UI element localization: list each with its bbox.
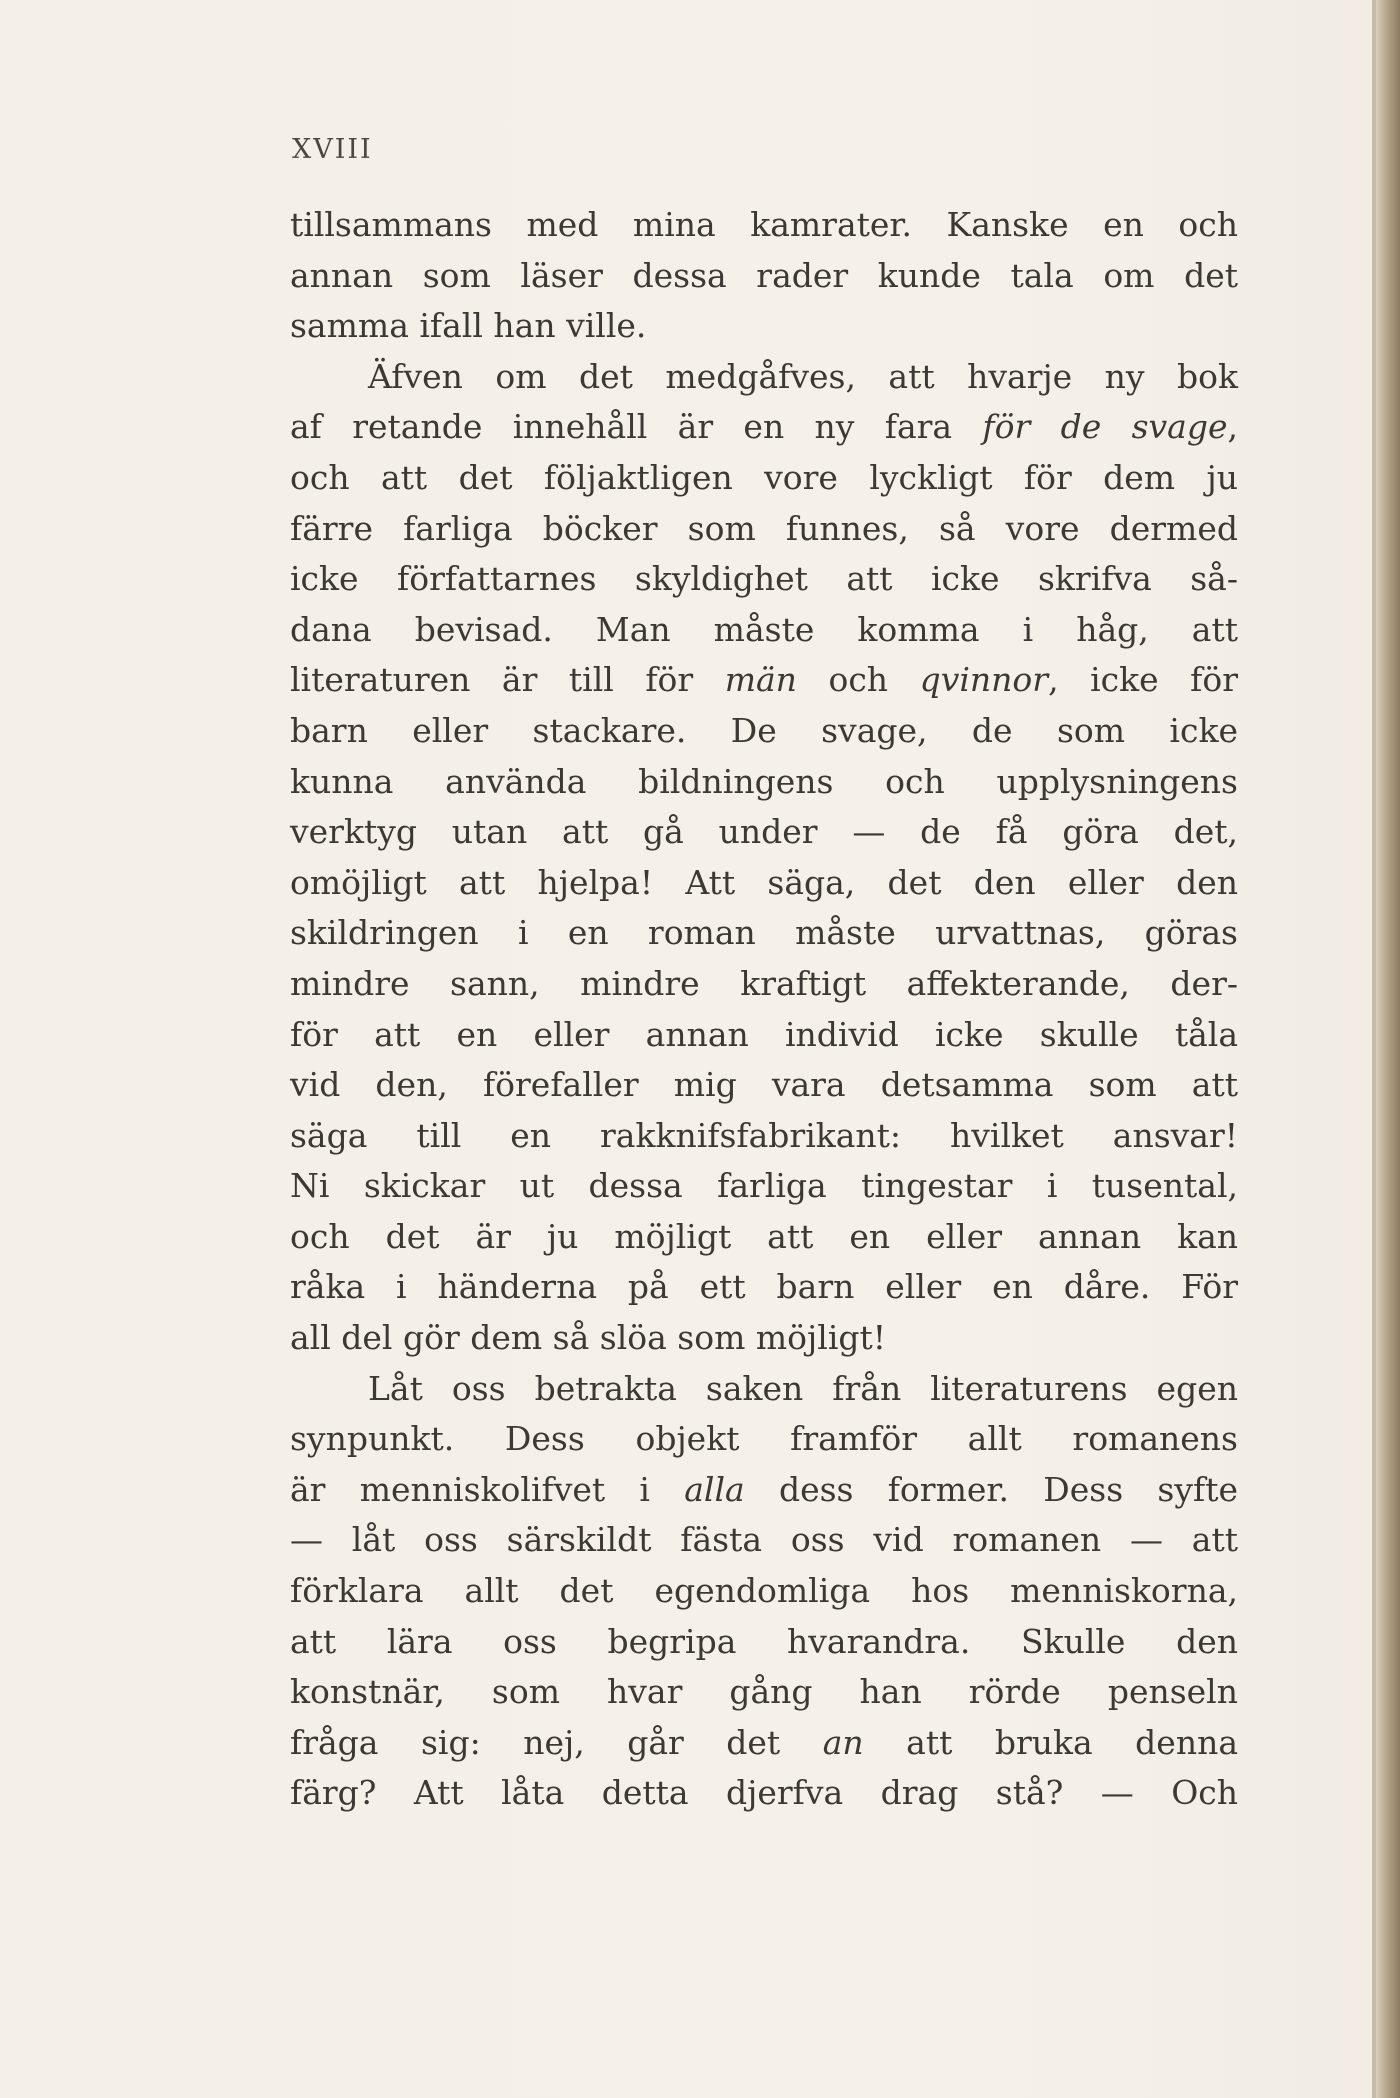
text-segment: samma ifall han ville. [290, 306, 647, 346]
text-segment: dess former. Dess syfte [744, 1469, 1238, 1509]
text-line [290, 959, 1238, 1010]
text-segment: barn eller stackare. De svage, de som icke [290, 710, 1238, 750]
text-segment: dana bevisad. Man måste komma i håg, att [290, 609, 1238, 649]
page-number: XVIII [292, 134, 373, 165]
text-segment: färre farliga böcker som funnes, så vore dermed [290, 508, 1238, 548]
text-segment: af retande innehåll är en ny fara [290, 407, 983, 447]
text-segment: annan som läser dessa rader kunde tala om det [290, 255, 1238, 295]
text-segment: är menniskolifvet i [290, 1469, 685, 1509]
text-line [290, 1515, 1238, 1566]
text-line [290, 807, 1238, 858]
text-segment: färg? Att låta detta djerfva drag stå? — Och [290, 1773, 1238, 1813]
text-segment: all del gör dem så slöa som möjligt! [290, 1318, 887, 1358]
text-line [290, 1617, 1238, 1668]
text-segment: och [796, 660, 920, 700]
text-segment: mindre sann, mindre kraftigt affekterande, der- [290, 963, 1238, 1003]
text-segment: literaturen är till för [290, 660, 725, 700]
text-line [290, 655, 1238, 706]
text-segment: råka i händerna på ett barn eller en dåre. För [290, 1267, 1238, 1307]
text-line [290, 1212, 1238, 1263]
page-edge-shadow [1376, 0, 1400, 2098]
emphasis-text: för de svage [982, 407, 1228, 447]
text-segment: konstnär, som hvar gång han rörde penseln [290, 1672, 1238, 1712]
text-line [290, 757, 1238, 808]
text-line [290, 1768, 1238, 1819]
text-segment: förklara allt det egendomliga hos menniskorna, [290, 1571, 1238, 1611]
text-segment: skildringen i en roman måste urvattnas, göras [290, 913, 1238, 953]
text-line [290, 1667, 1238, 1718]
text-segment: — låt oss särskildt fästa oss vid romanen — att [290, 1520, 1238, 1560]
text-segment: Äfven om det medgåfves, att hvarje ny bok [368, 356, 1238, 396]
text-line [290, 1111, 1238, 1162]
text-line [290, 1060, 1238, 1111]
text-line [290, 1262, 1238, 1313]
text-segment: , icke för [1048, 660, 1238, 700]
text-line [290, 504, 1238, 555]
text-line [290, 200, 1238, 251]
text-segment: Ni skickar ut dessa farliga tingestar i tusental, [290, 1166, 1238, 1206]
text-line [290, 1161, 1238, 1212]
text-segment: kunna använda bildningens och upplysningens [290, 761, 1238, 801]
text-line [290, 706, 1238, 757]
paragraph-first-line [290, 352, 1238, 403]
text-segment: Låt oss betrakta saken från literaturens egen [368, 1368, 1238, 1408]
text-line [290, 554, 1238, 605]
text-line [290, 858, 1238, 909]
text-line [290, 1566, 1238, 1617]
emphasis-text: män [724, 660, 797, 700]
text-segment: tillsammans med mina kamrater. Kanske en och [290, 205, 1238, 244]
text-segment: icke författarnes skyldighet att icke skrifva så- [290, 559, 1238, 599]
emphasis-text: an [822, 1722, 864, 1762]
text-line [290, 908, 1238, 959]
paragraph-first-line [290, 1364, 1238, 1415]
text-line [290, 301, 1238, 352]
body-text [290, 200, 1238, 1819]
text-line [290, 1010, 1238, 1061]
text-line [290, 1313, 1238, 1364]
text-line [290, 453, 1238, 504]
emphasis-text: qvinnor [919, 660, 1049, 700]
text-line [290, 1718, 1238, 1769]
text-segment: , [1227, 407, 1238, 447]
text-segment: att bruka denna [863, 1722, 1239, 1762]
text-segment: verktyg utan att gå under — de få göra det, [290, 812, 1238, 852]
text-segment: och det är ju möjligt att en eller annan kan [290, 1216, 1238, 1256]
text-line [290, 251, 1238, 302]
text-line [290, 605, 1238, 656]
text-line [290, 1465, 1238, 1516]
text-segment: för att en eller annan individ icke skulle tåla [290, 1014, 1238, 1054]
text-segment: synpunkt. Dess objekt framför allt romanens [290, 1419, 1238, 1459]
text-segment: att lära oss begripa hvarandra. Skulle den [290, 1621, 1238, 1661]
text-line [290, 1414, 1238, 1465]
text-segment: och att det följaktligen vore lyckligt för dem ju [290, 457, 1238, 497]
text-segment: fråga sig: nej, går det [290, 1722, 823, 1762]
text-line [290, 402, 1238, 453]
emphasis-text: alla [684, 1469, 745, 1509]
text-segment: säga till en rakknifsfabrikant: hvilket ansvar! [290, 1115, 1238, 1155]
text-segment: omöjligt att hjelpa! Att säga, det den eller den [290, 862, 1238, 902]
text-segment: vid den, förefaller mig vara detsamma som att [290, 1065, 1238, 1105]
